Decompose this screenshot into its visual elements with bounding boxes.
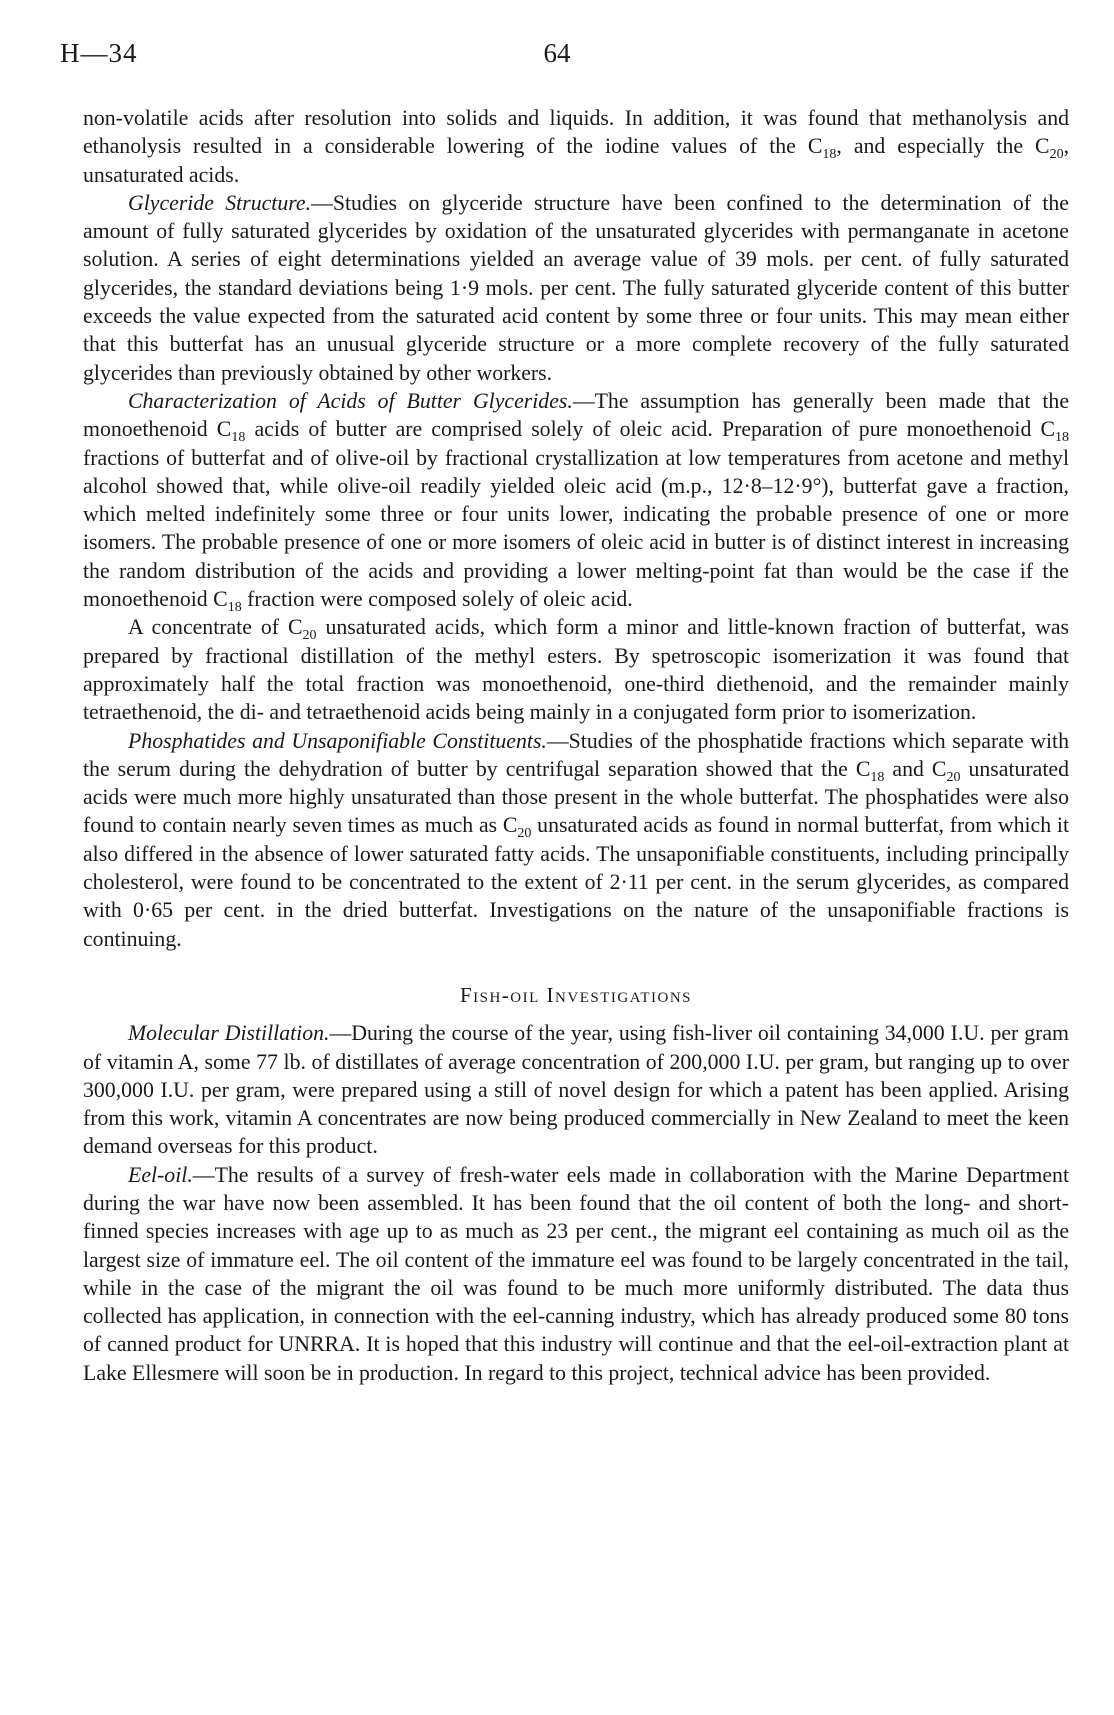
page-number: 64 <box>543 38 571 68</box>
run-in-heading: Molecular Distillation. <box>128 1021 330 1046</box>
document-reference: H—34 <box>60 38 138 68</box>
paragraph-characterization: Characterization of Acids of Butter Glycerides.—The assumption has generally been made that the monoethenoid $C_{18}$ acids of butter are comprised solely of oleic acid. Preparation of pure monoethenoid $C_{18}$ fractions of butterfat and of olive-oil by fractional crystallization at low temperatures from acetone and methyl alcohol showed that, while olive-oil readily yielded oleic acid (m.p., 12·8–12·9°), butterfat gave a fraction, which melted indefinitely some three or four units lower, indicating the probable presence of one or more isomers. The probable presence of one or more isomers of oleic acid in butter is of distinct interest in increasing the random distribution of the acids and providing a lower melting-point fat than would be the case if the monoethenoid $C_{18}$ fraction were composed solely of oleic acid. <box>83 388 1070 616</box>
paragraph-continuation: non-volatile acids after resolution into solids and liquids. In addition, it was found that methanolysis and ethanolysis resulted in a considerable lowering of the iodine values of the $C_{18}$, and especially the $C_{20}$, unsaturated acids. <box>83 106 1070 187</box>
body-text <box>83 104 1069 1387</box>
section-heading: Fish-oil Investigations <box>459 982 693 1007</box>
run-in-heading: Phosphatides and Unsaponifiable Constituents. <box>128 728 547 753</box>
run-in-heading: Glyceride Structure. <box>128 190 312 215</box>
paragraph-molecular-distillation: Molecular Distillation.—During the course of the year, using fish-liver oil containing 34,000 I.U. per gram of vitamin A, some 77 lb. of distillates of average concentration of 200,000 I.U. per gram, but ranging up to over 300,000 I.U. per gram, were prepared using a still of novel design for which a patent has been applied. Arising from this work, vitamin A concentrates are now being produced commercially in New Zealand to meet the keen demand overseas for this product. <box>83 1021 1069 1159</box>
paragraph-c20-concentrate: A concentrate of $C_{20}$ unsaturated acids, which form a minor and little-known fraction of butterfat, was prepared by fractional distillation of the methyl esters. By spetroscopic isomerization it was found that approximately half the total fraction was monoethenoid, one-third diethenoid, and the remainder mainly tetraethenoid, the di- and tetraethenoid acids being mainly in a conjugated form prior to isomerization. <box>83 615 1069 725</box>
paragraph-glyceride-structure: Glyceride Structure.—Studies on glyceride structure have been confined to the determination of the amount of fully saturated glycerides by oxidation of the unsaturated glycerides with permanganate in acetone solution. A series of eight determinations yielded an average value of 39 mols. per cent. of fully saturated glycerides, the standard deviations being 1·9 mols. per cent. The fully saturated glyceride content of this butter exceeds the value expected from the saturated acid content by some three or four units. This may mean either that this butterfat has an unusual glyceride structure or a more complete recovery of the fully saturated glycerides than previously obtained by other workers. <box>83 190 1069 385</box>
run-in-heading: Characterization of Acids of Butter Glycerides. <box>128 388 573 413</box>
paragraph-eel-oil: Eel-oil.—The results of a survey of fresh-water eels made in collaboration with the Marine Department during the war have now been assembled. It has been found that the oil content of both the long- and short-finned species increases with age up to as much as 23 per cent., the migrant eel containing as much oil as the largest size of immature eel. The oil content of the immature eel was found to be largely concentrated in the tail, while in the case of the migrant the oil was found to be much more uniformly distributed. The data thus collected has application, in connection with the eel-canning industry, which has already produced some 80 tons of canned product for UNRRA. It is hoped that this industry will continue and that the eel-oil-extraction plant at Lake Ellesmere will soon be in production. In regard to this project, technical advice has been provided. <box>83 1162 1069 1385</box>
run-in-heading: Eel-oil. <box>128 1162 193 1187</box>
page-header <box>60 38 1054 78</box>
paragraph-phosphatides: Phosphatides and Unsaponifiable Constituents.—Studies of the phosphatide fractions which separate with the serum during the dehydration of butter by centrifugal separation showed that the $C_{18}$ and $C_{20}$ unsaturated acids were much more highly unsaturated than those present in the whole butterfat. The phosphatides were also found to contain nearly seven times as much as $C_{20}$ unsaturated acids as found in normal butterfat, from which it also differed in the absence of lower saturated fatty acids. The unsaponifiable constituents, including principally cholesterol, were found to be concentrated to the extent of 2·11 per cent. in the serum glycerides, as compared with 0·65 per cent. in the dried butterfat. Investigations on the nature of the unsaponifiable fractions is continuing. <box>83 728 1069 951</box>
